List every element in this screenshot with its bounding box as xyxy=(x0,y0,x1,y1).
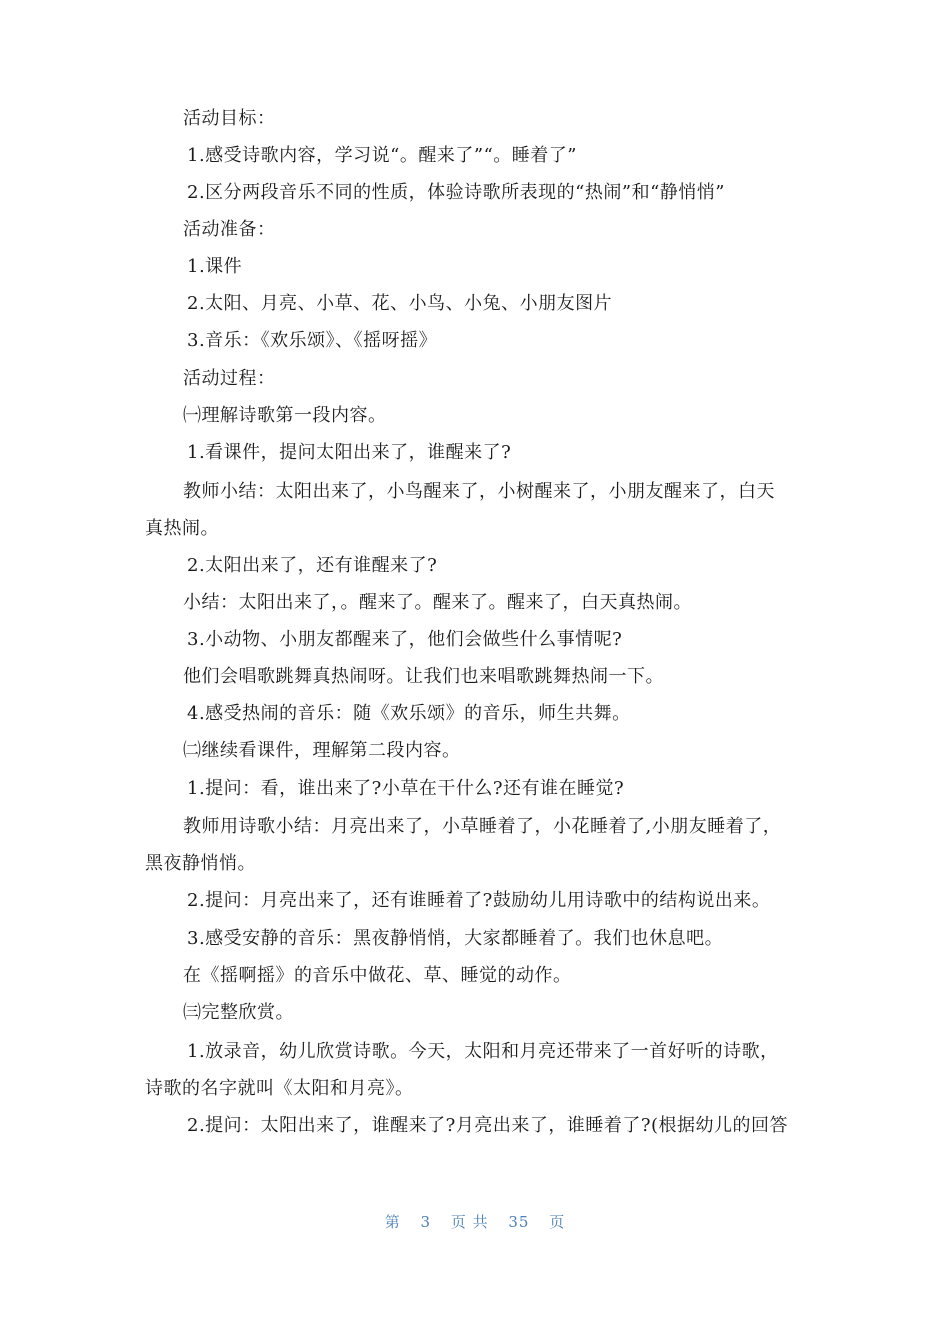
text-line: 他们会唱歌跳舞真热闹呀。让我们也来唱歌跳舞热闹一下。 xyxy=(183,666,664,687)
footer-middle: 页 共 xyxy=(450,1213,489,1231)
text-line: 3.小动物、小朋友都醒来了，他们会做些什么事情呢? xyxy=(187,629,623,650)
text-line: 教师小结：太阳出来了，小鸟醒来了，小树醒来了，小朋友醒来了，白天 xyxy=(183,481,775,502)
text-line: ㈠理解诗歌第一段内容。 xyxy=(183,405,387,426)
text-line: 3.音乐：《欢乐颂》、《摇呀摇》 xyxy=(187,330,438,351)
text-line: 1.课件 xyxy=(187,256,243,277)
text-line: 3.感受安静的音乐：黑夜静悄悄，大家都睡着了。我们也休息吧。 xyxy=(187,928,724,949)
text-line: 2.太阳出来了，还有谁醒来了? xyxy=(187,555,438,576)
page-footer xyxy=(0,1212,950,1232)
text-line: 在《摇啊摇》的音乐中做花、草、睡觉的动作。 xyxy=(183,965,572,986)
text-line: 活动过程： xyxy=(183,368,276,389)
footer-suffix: 页 xyxy=(549,1213,566,1231)
text-line: 1.看课件，提问太阳出来了，谁醒来了? xyxy=(187,442,512,463)
footer-current-page: 3 xyxy=(420,1213,432,1231)
text-line: 1.感受诗歌内容，学习说“。醒来了”“。睡着了” xyxy=(187,145,577,166)
text-line: 活动目标： xyxy=(183,108,276,129)
text-line: 1.放录音，幼儿欣赏诗歌。今天，太阳和月亮还带来了一首好听的诗歌， xyxy=(187,1041,779,1062)
text-line: 诗歌的名字就叫《太阳和月亮》。 xyxy=(145,1078,414,1099)
text-line: 4.感受热闹的音乐：随《欢乐颂》的音乐，师生共舞。 xyxy=(187,703,631,724)
text-line: ㈡继续看课件，理解第二段内容。 xyxy=(183,740,461,761)
footer-prefix: 第 xyxy=(384,1213,401,1231)
footer-total-pages: 35 xyxy=(508,1213,530,1231)
text-line: 真热闹。 xyxy=(145,518,219,539)
text-line: 教师用诗歌小结：月亮出来了，小草睡着了，小花睡着了,小朋友睡着了， xyxy=(183,816,782,837)
text-line: 小结：太阳出来了，。醒来了。醒来了。醒来了，白天真热闹。 xyxy=(183,592,692,613)
text-line: 黑夜静悄悄。 xyxy=(145,853,256,874)
text-line: 2.提问：太阳出来了，谁醒来了?月亮出来了，谁睡着了?(根据幼儿的回答 xyxy=(187,1115,788,1136)
text-line: 2.提问：月亮出来了，还有谁睡着了?鼓励幼儿用诗歌中的结构说出来。 xyxy=(187,890,771,911)
text-line: 1.提问：看，谁出来了?小草在干什么?还有谁在睡觉? xyxy=(187,778,625,799)
text-line: 活动准备： xyxy=(183,219,276,240)
text-line: ㈢完整欣赏。 xyxy=(183,1002,294,1023)
text-line: 2.太阳、月亮、小草、花、小鸟、小兔、小朋友图片 xyxy=(187,293,613,314)
text-line: 2.区分两段音乐不同的性质，体验诗歌所表现的“热闹”和“静悄悄” xyxy=(187,182,725,203)
